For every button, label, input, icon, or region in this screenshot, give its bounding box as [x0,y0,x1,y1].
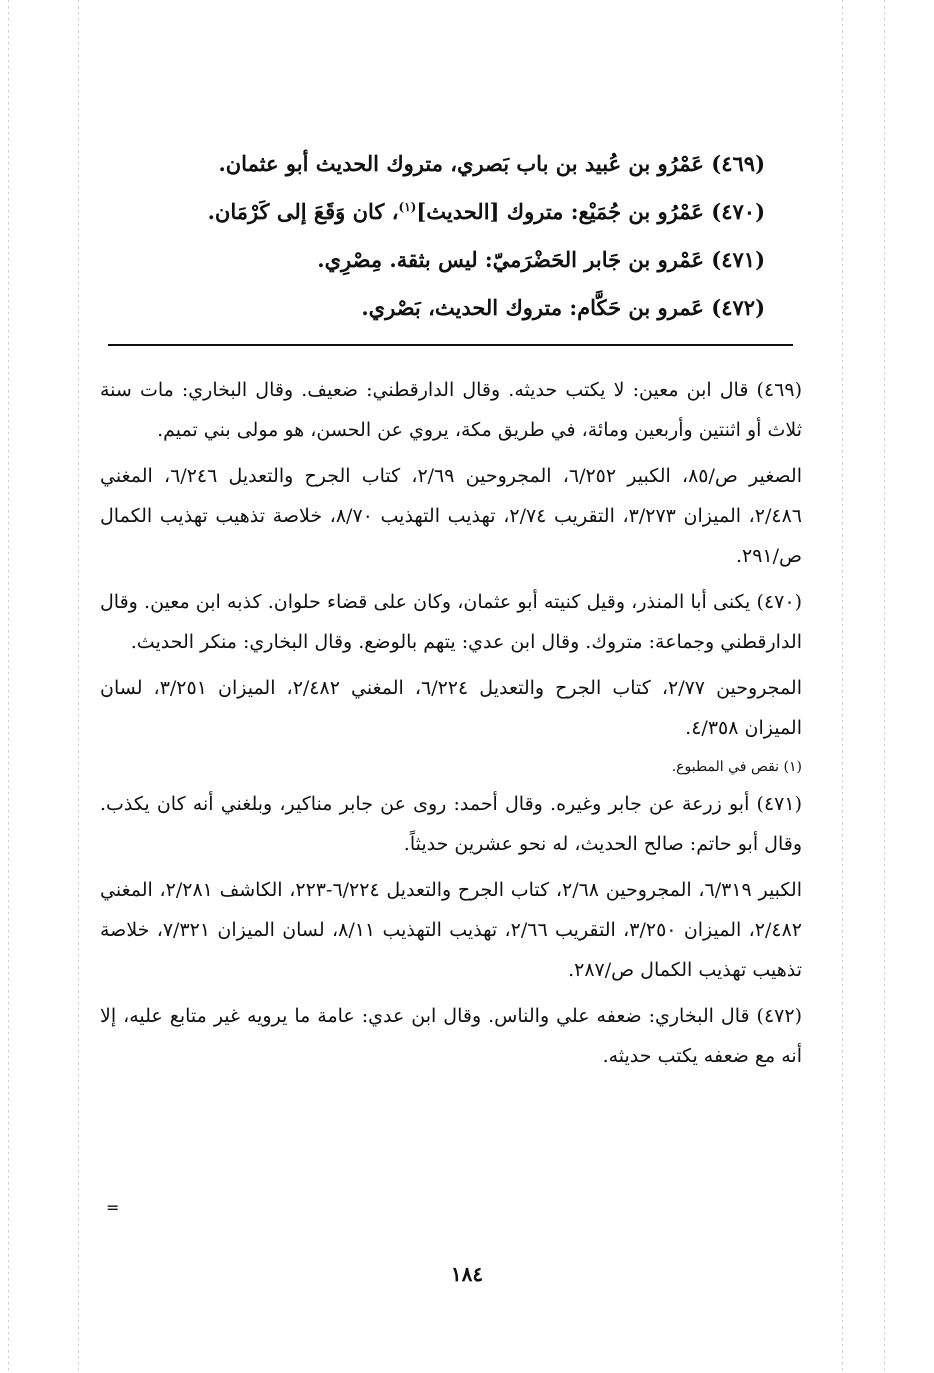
note-472: (٤٧٢) قال البخاري: ضعفه علي والناس. وقال ابن عدي: عامة ما يرويه غير متابع عليه، إلا أنه مع ضعفه يكتب حديثه. [100,1005,802,1067]
entry-472: (٤٧٢) عَمرو بن حَكَّام: متروك الحديث، بَصْري. [361,295,765,320]
entry-470 [110,188,765,236]
note-469-sources: الصغير ص/٨٥، الكبير ٦/٢٥٢، المجروحين ٢/٦٩، كتاب الجرح والتعديل ٦/٢٤٦، المغني ٢/٤٨٦، الميزان ٣/٢٧٣، التقريب ٢/٧٤، تهذيب التهذيب ٨/٧٠، خلاصة تذهيب تهذيب الكمال ص/٢٩١. [100,465,803,567]
note-469: (٤٦٩) قال ابن معين: لا يكتب حديثه. وقال الدارقطني: ضعيف. وقال البخاري: مات سنة ثلاث أو اثنتين وأربعين ومائة، في طريق مكة، يروي عن الحسن، هو مولى بني تميم. [100,379,802,441]
footnote: (١) نقص في المطبوع. [671,759,802,775]
footnote-ref: (١) [398,200,417,214]
scan-edge-right-outer [884,0,885,1373]
page-number: ١٨٤ [450,1262,484,1286]
scan-edge-left [8,0,9,1373]
separator-rule [108,344,793,346]
note-471-sources: الكبير ٦/٣١٩، المجروحين ٢/٦٨، كتاب الجرح والتعديل ٦/٢٢٤-٢٢٣، الكاشف ٢/٢٨١، المغني ٢/٤٨٢، الميزان ٣/٢٥٠، التقريب ٢/٦٦، تهذيب التهذيب ٨/١١، لسان الميزان ٧/٣٢١، خلاصة تذهيب تهذيب الكمال ص/٢٨٧. [100,879,802,981]
note-471: (٤٧١) أبو زرعة عن جابر وغيره. وقال أحمد: روى عن جابر مناكير، وبلغني أنه كان يكذب. وقال أبو حاتم: صالح الحديث، له نحو عشرين حديثاً. [100,793,802,855]
scan-edge-right [842,0,843,1373]
scan-edge-left-inner [78,0,79,1373]
entry-470-text: (٤٧٠) عَمْرُو بن جُمَيْع: متروك [الحديث] [416,199,765,224]
main-entries [110,140,765,332]
entry-471: (٤٧١) عَمْرو بن جَابر الحَضْرَميّ: ليس بثقة. مِصْرِي. [317,247,765,272]
note-470-sources: المجروحين ٢/٧٧، كتاب الجرح والتعديل ٦/٢٢٤، المغني ٢/٤٨٢، الميزان ٣/٢٥١، لسان الميزان ٤/٣٥٨. [100,677,803,739]
continuation-mark: = [106,1198,120,1217]
notes-section [100,370,802,1082]
note-470: (٤٧٠) يكنى أبا المنذر، وقيل كنيته أبو عثمان، وكان على قضاء حلوان. كذبه ابن معين. وقال الدارقطني وجماعة: متروك. وقال ابن عدي: يتهم بالوضع. وقال البخاري: منكر الحديث. [100,591,802,653]
entry-470-rest: ، كان وَقَعَ إلى كَرْمَان. [207,199,399,224]
entry-469: (٤٦٩) عَمْرُو بن عُبيد بن باب بَصري، متروك الحديث أبو عثمان. [218,151,765,176]
